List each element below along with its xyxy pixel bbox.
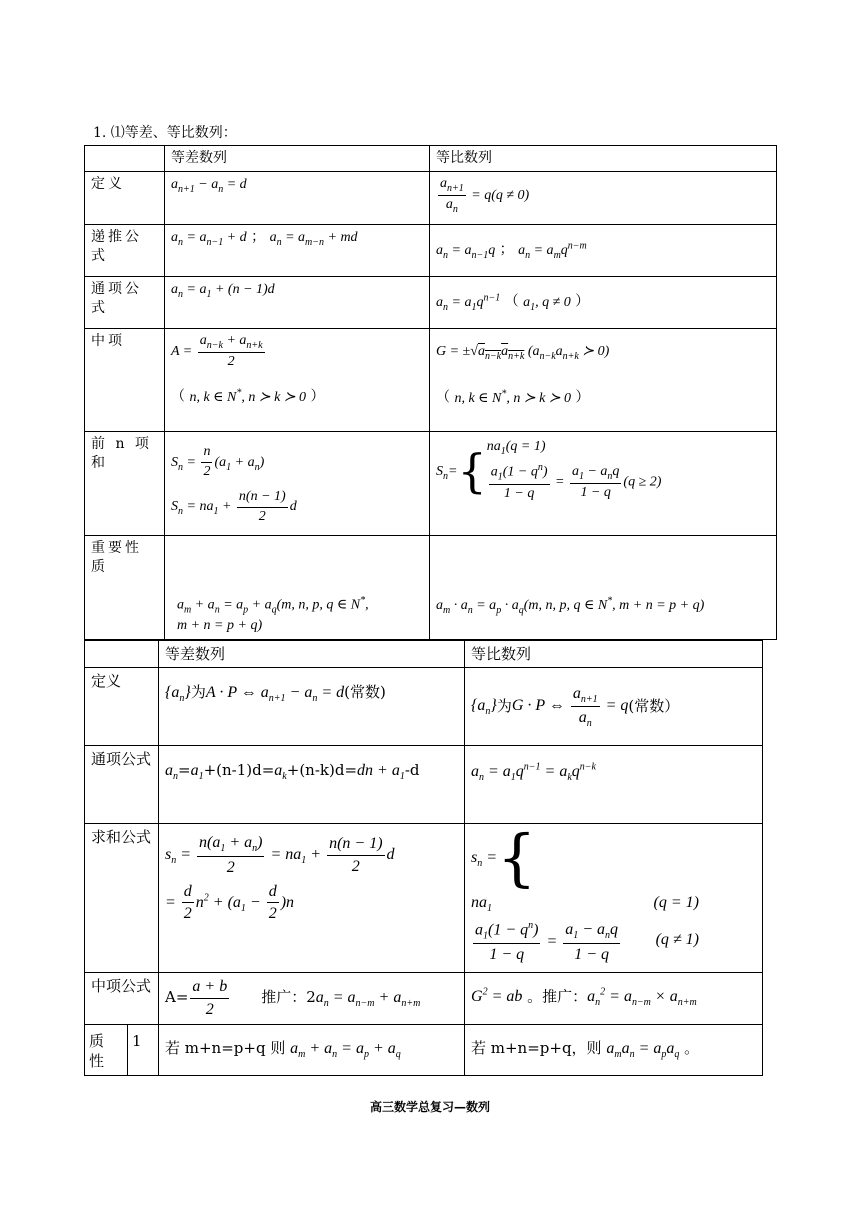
arith-definition-2: $\{a_n\}$为A · P ⇔ $a_{n+1} - a_n = d$(常数) bbox=[159, 668, 465, 746]
property-number: 1 bbox=[132, 1031, 142, 1050]
arith-property-2: 若 m+n=p+q 则 $a_m + a_n = a_p + a_q$ bbox=[159, 1024, 465, 1075]
row-label-sum-2: 求和公式 bbox=[85, 824, 159, 972]
geo-sum-2: $s_n$ ={ $na_1$ (q = 1) $\frac{a_1(1 - q^n)}{1 - q}$ = $\frac{a_1 - a_nq}{1 - q}$ (q ≠ 1) bbox=[465, 824, 763, 972]
geo-property-2: 若 m+n=p+q，则 $a_ma_n = a_pa_q$ 。 bbox=[465, 1024, 763, 1075]
arith-definition: $a_{n+1} - a_n = d$ bbox=[165, 172, 430, 225]
geo-middle-term: $G = \pm√a_{n-k}a_{n+k}$ ($a_{n-k}a_{n+k}$ ≻ 0) （ n, k ∈ N*, n ≻ k ≻ 0 ） bbox=[430, 329, 777, 432]
arith-recursive: $a_n = a_{n-1} + d$ ； $a_n = a_{m-n}$ + md bbox=[165, 225, 430, 277]
geo-definition-2: $\{a_n\}$为G · P ⇔ $\frac{a_{n+1}}{a_n}$ = q(常数） bbox=[465, 668, 763, 746]
geo-sum: $S_n=${ $na_1(q = 1)$ $\frac{a_1(1 - q^n)}{1 - q}$ = $\frac{a_1 - a_nq}{1 - q}$ (q ≥ 2) bbox=[430, 432, 777, 536]
geo-recursive: $a_n = a_{n-1}q$ ； $a_n = a_mq^{n-m}$ bbox=[430, 225, 777, 277]
row-label-property: 重要性质 bbox=[85, 536, 165, 640]
arith-property: $a_m + a_n = a_p + a_q(m$, n, p, q ∈ N*, m + n = p + q) bbox=[165, 536, 430, 640]
geo-general-term: $a_n = a_1q^{n-1}$ （ $a_1$, q ≠ 0 ） bbox=[430, 277, 777, 329]
row-label-general-term: 通项公式 bbox=[85, 277, 165, 329]
row-label-definition: 定义 bbox=[85, 172, 165, 225]
header-arithmetic-2: 等差数列 bbox=[159, 641, 465, 668]
header-arithmetic: 等差数列 bbox=[165, 146, 430, 172]
row-label-property-2 bbox=[85, 1024, 159, 1075]
comparison-table-2 bbox=[84, 640, 763, 1076]
arith-middle-term-2: A= $\frac{a + b}{2}$ 推广：$2a_n = a_{n-m} + a_{n+m}$ bbox=[159, 972, 465, 1024]
header-geometric: 等比数列 bbox=[430, 146, 777, 172]
arith-general-term: $a_n = a_1 + (n - 1)d$ bbox=[165, 277, 430, 329]
comparison-table-1 bbox=[84, 145, 777, 640]
property-label: 质 性 bbox=[85, 1025, 128, 1075]
geo-definition: $\frac{a_{n+1}}{a_n}$ = q(q ≠ 0) bbox=[430, 172, 777, 225]
header-empty bbox=[85, 146, 165, 172]
geo-property: $a_m \cdot a_n = a_p \cdot a_q(m$, n, p, q ∈ N*, m + n = p + q) bbox=[430, 536, 777, 640]
arith-general-term-2: $a_n=a_1+(n-1)d=a_k+(n-k)d=dn + a_1-d$ bbox=[159, 746, 465, 824]
arith-middle-term: A = $\frac{a_{n-k} + a_{n+k}}{2}$ （ n, k ∈ N*, n ≻ k ≻ 0 ） bbox=[165, 329, 430, 432]
row-label-general-term-2: 通项公式 bbox=[85, 746, 159, 824]
header-geometric-2: 等比数列 bbox=[465, 641, 763, 668]
section-title: 1. ⑴等差、等比数列： bbox=[93, 125, 237, 141]
row-label-middle-term-2: 中项公式 bbox=[85, 972, 159, 1024]
geo-middle-term-2: $G^2$ = ab 。推广：$a_n^2 = a_{n-m} \times a_{n+m}$ bbox=[465, 972, 763, 1024]
arith-sum-2: $s_n$ = $\frac{n(a_1 + a_n)}{2}$ = $na_1$ + $\frac{n(n - 1)}{2}$ d = $\frac{d}{2}$ $n^2 + (a_1$ − $\frac{d}{2}$ )n bbox=[159, 824, 465, 972]
row-label-definition-2: 定义 bbox=[85, 668, 159, 746]
geo-general-term-2: $a_n = a_1q^{n-1} = a_kq^{n-k}$ bbox=[465, 746, 763, 824]
page-footer: 高三数学总复习—数列 bbox=[369, 1100, 490, 1114]
row-label-sum: 前 n 项和 bbox=[85, 432, 165, 536]
header-empty-2 bbox=[85, 641, 159, 668]
row-label-recursive: 递推公式 bbox=[85, 225, 165, 277]
arith-sum: $S_n$ = $\frac{n}{2}$ $(a_1 + a_n)$ $S_n = na_1$ + $\frac{n(n - 1)}{2}$ d bbox=[165, 432, 430, 536]
row-label-middle-term: 中项 bbox=[85, 329, 165, 432]
